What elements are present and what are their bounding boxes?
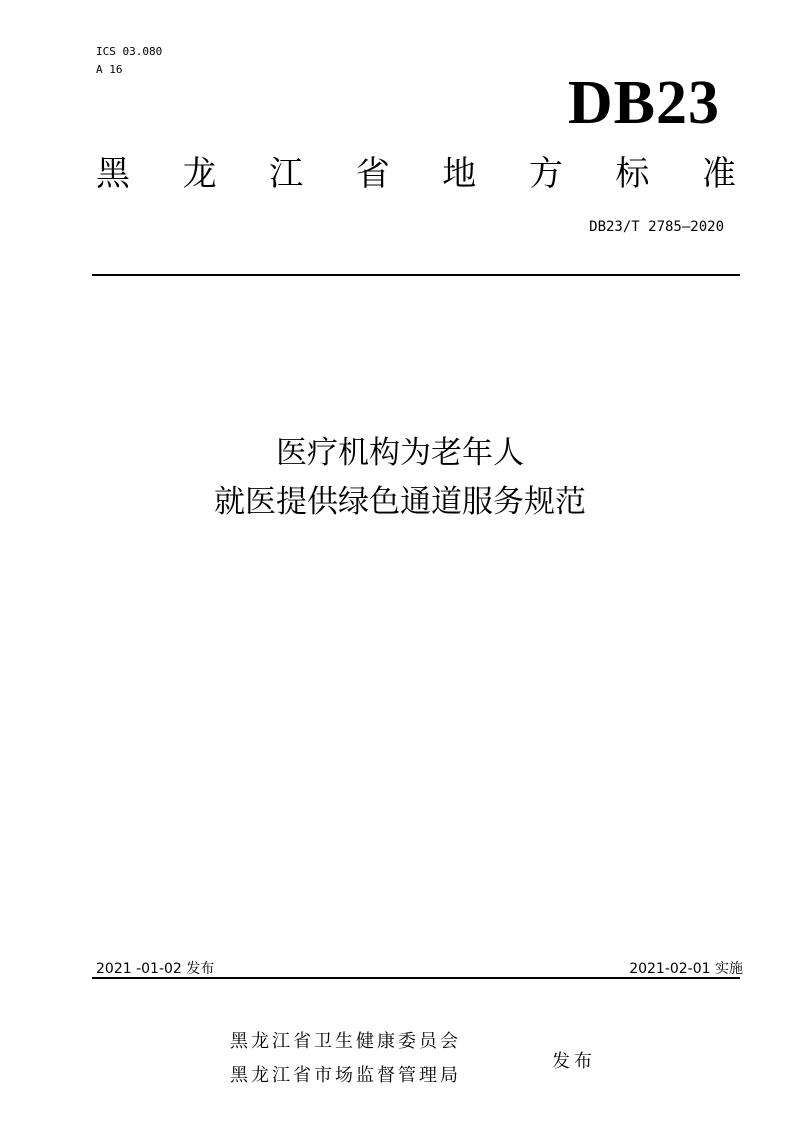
standard-type-char: 省 [355, 154, 390, 194]
classification-codes [96, 43, 162, 79]
document-title-line-1: 医疗机构为老年人 [276, 435, 524, 471]
ccs-code: A 16 [96, 63, 123, 76]
standard-code: DB23/T 2785—2020 [589, 219, 724, 235]
db-logo: DB23 [567, 69, 720, 137]
implementation-date: 2021-02-01 实施 [629, 961, 743, 977]
publish-label: 发布 [552, 1051, 596, 1072]
standard-type-char: 江 [269, 154, 304, 194]
standard-type-char: 地 [442, 154, 477, 194]
header-divider [92, 274, 740, 276]
standard-type-char: 方 [528, 154, 563, 194]
standard-type-char: 标 [615, 154, 650, 194]
issue-date: 2021 -01-02 发布 [96, 961, 215, 977]
footer-divider [92, 977, 740, 979]
document-title-line-2: 就医提供绿色通道服务规范 [214, 484, 586, 520]
issuer-market-regulation: 黑龙江省市场监督管理局 [230, 1065, 461, 1086]
issuing-authorities [230, 1025, 461, 1093]
ics-code: ICS 03.080 [96, 45, 163, 58]
standard-type-char: 龙 [182, 154, 217, 194]
standard-type-char: 准 [701, 154, 736, 194]
standard-type [96, 152, 736, 196]
issuer-health-commission: 黑龙江省卫生健康委员会 [230, 1031, 461, 1052]
standard-type-char: 黑 [96, 154, 130, 194]
